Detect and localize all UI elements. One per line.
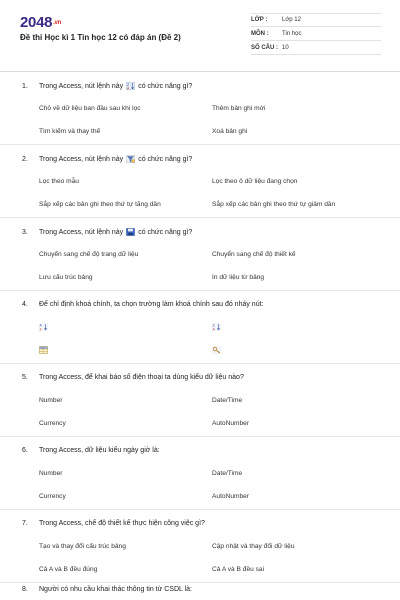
question-item (0, 72, 400, 145)
question-number: 6. (22, 447, 28, 454)
answer-option[interactable]: Currency (39, 420, 66, 427)
answer-option[interactable]: AutoNumber (212, 420, 250, 427)
question-number: 4. (22, 301, 28, 308)
question-line (22, 586, 192, 593)
question-item (0, 584, 400, 600)
question-line (22, 374, 244, 381)
answer-option[interactable]: Date/Time (212, 397, 243, 404)
question-text: có chức năng gì? (138, 155, 193, 163)
meta-value: Tin học (282, 30, 302, 37)
question-item (0, 437, 400, 510)
question-list (0, 72, 400, 583)
svg-text:Z: Z (39, 327, 42, 331)
question-line (22, 301, 263, 308)
meta-row-subject (251, 27, 381, 41)
question-text: Để chỉ định khoá chính, ta chọn trường làm khoá chính sau đó nháy nút: (39, 301, 264, 308)
question-item (0, 291, 400, 364)
question-text: Trong Access, nút lệnh này (39, 82, 124, 90)
question-item (0, 364, 400, 437)
question-text: có chức năng gì? (138, 82, 193, 90)
svg-text:Z: Z (127, 83, 130, 87)
svg-text:A: A (39, 323, 42, 328)
question-text: có chức năng gì? (138, 228, 193, 236)
svg-text:Z: Z (212, 323, 215, 328)
meta-row-class (251, 13, 381, 27)
answer-option[interactable]: Number (39, 470, 63, 477)
meta-label: MÔN : (251, 30, 269, 37)
question-text: Trong Access, để khai báo số điện thoại ta dùng kiểu dữ liệu nào? (39, 374, 244, 381)
svg-text:A: A (127, 86, 130, 90)
answer-option[interactable]: Thêm bản ghi mới (212, 105, 266, 112)
question-text: Người có nhu cầu khai thác thông tin từ CSDL là: (39, 586, 193, 593)
answer-option[interactable]: Sắp xếp các bản ghi theo thứ tự giảm dần (212, 201, 336, 208)
question-text: Trong Access, dữ liệu kiểu ngày giờ là: (39, 447, 160, 454)
question-item (0, 145, 400, 218)
meta-row-question-count (251, 41, 381, 55)
exam-title: Đề thi Học kì 1 Tin học 12 có đáp án (Đề 2) (20, 33, 181, 42)
svg-text:A: A (212, 327, 215, 331)
exam-meta-table (251, 13, 381, 55)
question-line (22, 155, 192, 163)
answer-option[interactable]: Tìm kiếm và thay thế (39, 128, 101, 135)
answer-option[interactable]: Lọc theo mẫu (39, 178, 79, 185)
question-line (22, 447, 160, 454)
question-number: 5. (22, 374, 28, 381)
question-number: 2. (22, 155, 28, 163)
question-line (22, 520, 205, 527)
question-number: 7. (22, 520, 28, 527)
answer-option[interactable]: Currency (39, 493, 66, 500)
question-text: Trong Access, chế độ thiết kế thực hiện công việc gì? (39, 520, 205, 527)
question-number: 1. (22, 82, 28, 90)
meta-value: 10 (282, 44, 289, 51)
filter-by-selection-icon (126, 155, 135, 163)
question-line (22, 228, 192, 236)
answer-option[interactable]: Number (39, 397, 63, 404)
answer-option[interactable]: Chuyển sang chế độ trang dữ liệu (39, 251, 139, 258)
sort-ascending-icon[interactable] (39, 323, 48, 331)
question-text: Trong Access, nút lệnh này (39, 228, 124, 236)
answer-option[interactable]: Lọc theo ô dữ liệu đang chọn (212, 178, 298, 185)
save-icon (126, 228, 135, 236)
answer-option[interactable]: Date/Time (212, 470, 243, 477)
question-number: 3. (22, 228, 28, 236)
answer-option[interactable]: Chuyển sang chế độ thiết kế (212, 251, 296, 258)
question-number: 8. (22, 586, 28, 593)
site-logo[interactable] (20, 14, 61, 31)
sort-descending-icon (126, 82, 135, 90)
answer-option[interactable]: Cả A và B đều sai (212, 566, 265, 573)
primary-key-icon[interactable] (212, 346, 221, 354)
logo-suffix: .vn (53, 20, 61, 27)
answer-option[interactable]: AutoNumber (212, 493, 250, 500)
answer-option[interactable]: Cả A và B đều đúng (39, 566, 98, 573)
meta-label: SỐ CÂU : (251, 44, 278, 51)
question-item (0, 218, 400, 291)
answer-option[interactable]: Sắp xếp các bản ghi theo thứ tự tăng dần (39, 201, 161, 208)
table-icon[interactable] (39, 346, 48, 354)
logo-text: 2048 (20, 14, 53, 31)
answer-option[interactable]: Lưu cấu trúc bảng (39, 274, 93, 281)
answer-option[interactable]: Xoá bản ghi (212, 128, 248, 135)
question-text: Trong Access, nút lệnh này (39, 155, 124, 163)
exam-header (0, 0, 400, 72)
answer-option[interactable]: Chỏ về dữ liệu ban đầu sau khi lọc (39, 105, 141, 112)
meta-label: LỚP : (251, 17, 268, 23)
sort-descending-icon[interactable] (212, 323, 221, 331)
answer-option[interactable]: Cập nhật và thay đổi dữ liệu (212, 543, 295, 550)
answer-option[interactable]: Tạo và thay đổi cấu trúc bảng (39, 543, 126, 550)
answer-option[interactable]: In dữ liệu từ bảng (212, 274, 265, 281)
question-item (0, 510, 400, 583)
meta-value: Lớp 12 (282, 17, 301, 23)
question-line (22, 82, 192, 90)
